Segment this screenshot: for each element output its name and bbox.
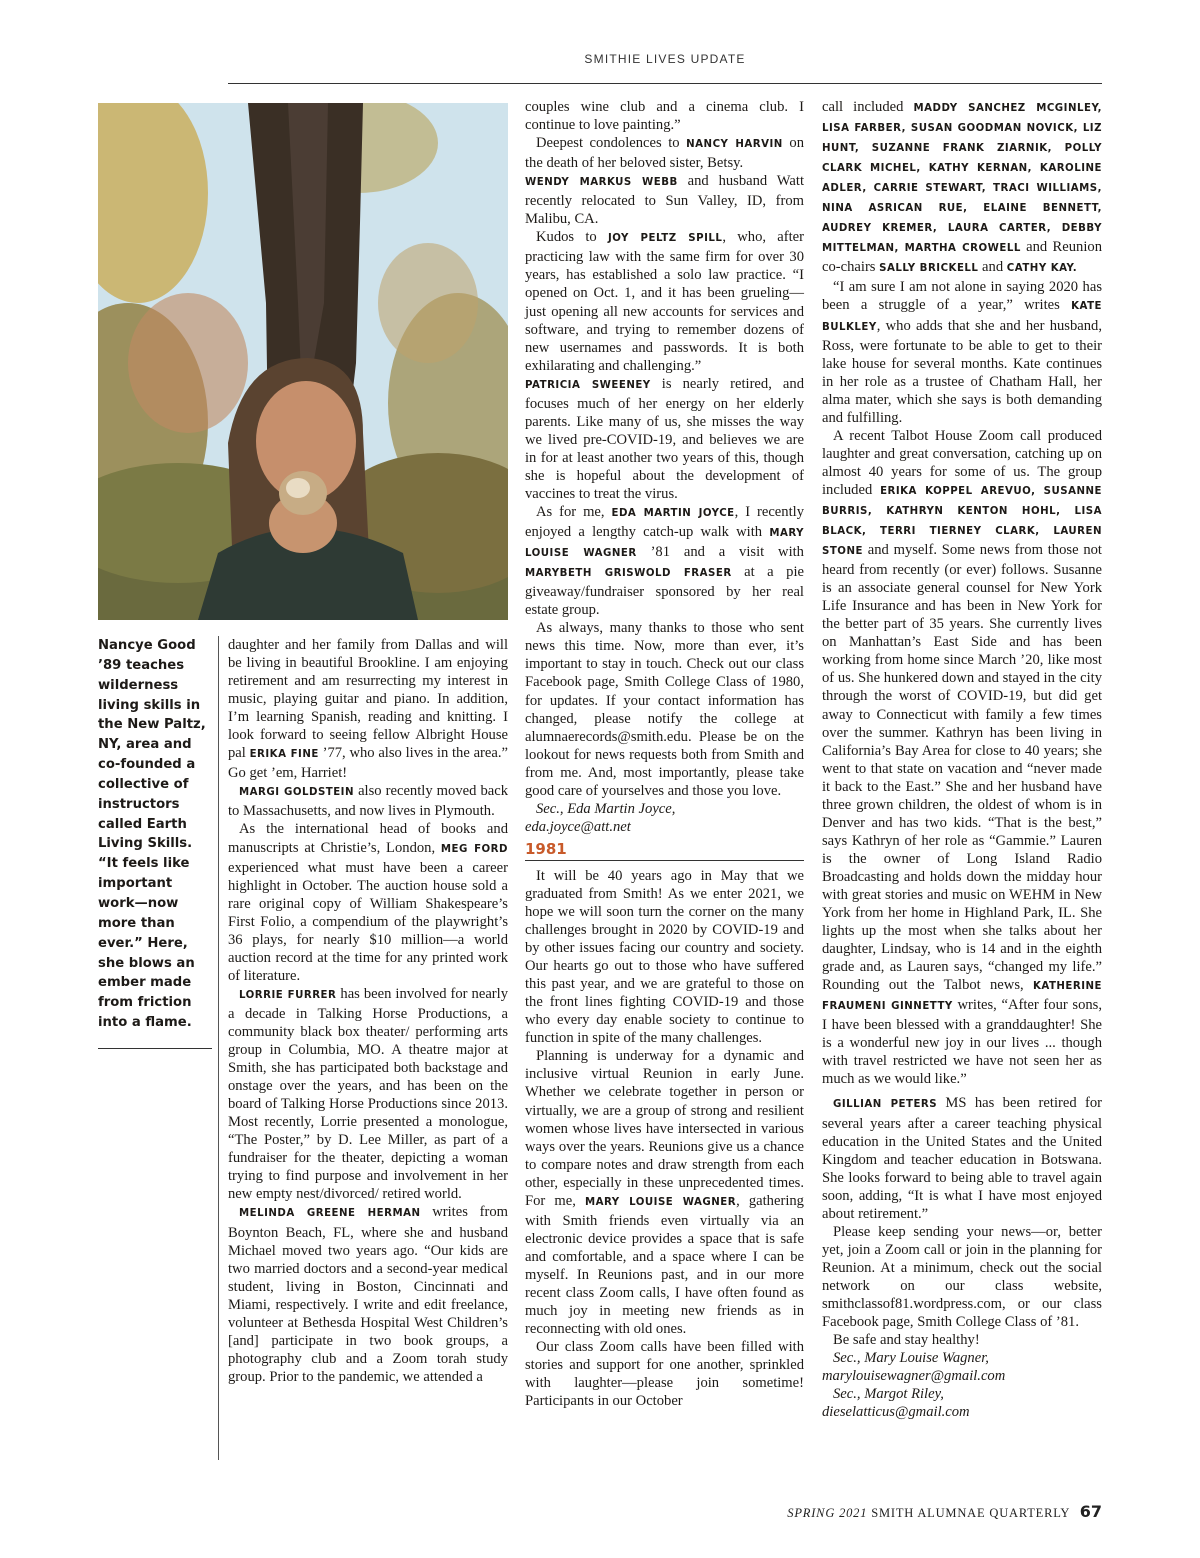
classmate-name: MADDY SANCHEZ MCGINLEY, LISA FARBER, SUSAN GOODMAN NOVICK, LIZ HUNT, SUZANNE FRANK ZIARNIK, POLLY CLARK MICHEL, KATHY KERNAN, KAROLINE ADLER, CARRIE STEWART, TRACI WILLIAMS, NINA ASRICAN RUE, ELAINE BENNETT, AUDREY KREMER, LAURA CARTER, DEBBY MITTELMAN, MARTHA CROWELL — [822, 103, 1102, 255]
paragraph: “I am sure I am not alone in saying 2020 has been a struggle of a year,” writes KATE BULKLEY, who adds that she and her husband, Ross, were fortunate to be able to get to their lake house for several months. Kate continues in her role as a trustee of Chatham Hall, her alma mater, which she says is both demanding and fulfilling. — [822, 279, 1102, 426]
paragraph: WENDY MARKUS WEBB and husband Watt recently relocated to Sun Valley, ID, from Malibu, CA. — [525, 173, 804, 228]
classmate-name: KATHERINE FRAUMENI GINNETTY — [822, 981, 1102, 1013]
classmate-name: LORRIE FURRER — [239, 989, 337, 1001]
secretary-email: eda.joyce@att.net — [525, 818, 631, 835]
page-number: 67 — [1079, 1502, 1102, 1521]
paragraph: As the international head of books and manuscripts at Christie’s, London, MEG FORD experienced what must have been a career highlight in October. The auction house sold a rare original copy of William Shakespeare’s First Folio, a compendium of the playwright’s 36 plays, for nearly $10 million—a world auction record at the time for any printed work of literature. — [228, 821, 508, 984]
classmate-name: PATRICIA SWEENEY — [525, 379, 651, 391]
portrait-photo — [98, 103, 508, 620]
page-footer — [760, 1502, 1102, 1521]
issue-season: SPRING 2021 — [787, 1506, 868, 1520]
paragraph: daughter and her family from Dallas and will be living in beautiful Brookline. I am enjoying retirement and am resurrecting my interest in music, playing guitar and piano. In addition, I’m learning Spanish, reading and knitting. I look forward to seeing fellow Albright House pal ERIKA FINE ’77, who also lives in the area.” Go get ’em, Harriet! — [228, 637, 508, 782]
secretary-signature: Sec., Margot Riley, — [833, 1386, 944, 1403]
classmate-name: WENDY MARKUS WEBB — [525, 177, 678, 189]
classmate-name: SALLY BRICKELL — [879, 263, 979, 275]
class-year-heading: 1981 — [525, 840, 804, 861]
classmate-name: NANCY HARVIN — [686, 139, 783, 151]
classmate-name: JOY PELTZ SPILL — [607, 233, 723, 245]
classmate-name: MARY LOUISE WAGNER — [584, 1196, 737, 1208]
classmate-name: MELINDA GREENE HERMAN — [239, 1208, 421, 1220]
portrait-illustration — [98, 103, 508, 620]
paragraph: LORRIE FURRER has been involved for nearly a decade in Talking Horse Productions, a community black box theater/ performing arts group in Columbia, MO. A theatre major at Smith, she has participated both backstage and onstage over the years, and has been on the board of Talking Horse Productions since 2013. Most recently, Lorrie presented a monologue, “The Poster,” by D. Lee Miller, as part of a fundraiser for the theater, depicting a woman trying to find purpose and involvement in her new empty nest/divorced/ retired world. — [228, 985, 509, 1203]
classmate-name: MARYBETH GRISWOLD FRASER — [525, 568, 732, 580]
paragraph: It will be 40 years ago in May that we graduated from Smith! As we enter 2021, we hope we will soon turn the corner on the many challenges brought in 2020 by COVID-19 and by other issues facing our country and society. Our hearts go out to those who have suffered this past year, and we are grateful to those on the front lines fighting COVID-19 and those who every day enable society to continue to function in spite of the many challenges. — [525, 867, 804, 1047]
classmate-name: KATE BULKLEY — [822, 301, 1102, 333]
secretary-signature: Sec., Eda Martin Joyce, — [536, 800, 676, 817]
header-rule — [228, 83, 1102, 84]
classmate-name: MEG FORD — [440, 843, 508, 855]
publication-name: SMITH ALUMNAE QUARTERLY — [871, 1506, 1070, 1520]
paragraph: As always, many thanks to those who sent news this time. Now, more than ever, it’s important to stay in touch. Check out our class Facebook page, Smith College Class of 1980, for updates. If your contact information has changed, please notify the college at alumnaerecords@smith.edu. Please be on the lookout for news requests both from Smith and from me. And, most importantly, please take good care of yourselves and those you love. — [525, 620, 804, 799]
caption-rule — [98, 1048, 212, 1049]
column-1 — [228, 636, 508, 1386]
paragraph: MELINDA GREENE HERMAN writes from Boynton Beach, FL, where she and husband Michael moved two years ago. “Our kids are two married doctors and a second-year medical student, living in Boston, Cincinnati and Miami, respectively. I write and edit freelance, volunteer at Bethesda Hospital West Children’s [and] participate in two book groups, a photography club and a Zoom torah study group. Prior to the pandemic, we attended a — [228, 1204, 508, 1385]
paragraph: Planning is underway for a dynamic and inclusive virtual Reunion in early June. Whether we celebrate together in person or virtually, we are a group of strong and resilient women whose lives have intersected in various ways over the years. Reunions give us a chance to compare notes and draw strength from each other, especially in these unprecedented times. For me, MARY LOUISE WAGNER, gathering with Smith friends even virtually via an electronic device provides a space that is safe and comfortable, and a space where I can be myself. In Reunions past, and in our more recent class Zoom calls, I have often found as much joy in meeting new friends as in reconnecting with old ones. — [525, 1048, 804, 1338]
classmate-name: ERIKA FINE — [249, 749, 319, 761]
column-2 — [525, 98, 804, 1410]
paragraph: Be safe and stay healthy! — [833, 1332, 980, 1349]
paragraph: couples wine club and a cinema club. I continue to love painting.” — [525, 99, 804, 134]
paragraph: MARGI GOLDSTEIN also recently moved back to Massachusetts, and now lives in Plymouth. — [228, 783, 508, 820]
paragraph: Deepest condolences to NANCY HARVIN on the death of her beloved sister, Betsy. — [525, 135, 804, 172]
column-3 — [822, 98, 1102, 1421]
section-label: SMITHIE LIVES UPDATE — [584, 52, 746, 66]
paragraph: As for me, EDA MARTIN JOYCE, I recently enjoyed a lengthy catch-up walk with MARY LOUISE WAGNER ’81 and a visit with MARYBETH GRISWOLD FRASER at a pie giveaway/fundraiser sponsored by her real estate group. — [525, 504, 804, 619]
paragraph: Kudos to JOY PELTZ SPILL, who, after practicing law with the same firm for over 30 years, has established a solo law practice. “I opened on Oct. 1, and it has been grueling—just opening all new accounts for services and software, and trying to remember dozens of new usernames and passwords. It is both exhilarating and challenging.” — [525, 229, 804, 374]
classmate-name: CATHY KAY. — [1006, 263, 1078, 275]
column-divider — [218, 636, 219, 1460]
classmate-name: ERIKA KOPPEL AREVUO, SUSANNE BURRIS, KATHRYN KENTON HOHL, LISA BLACK, TERRI TIERNEY CLARK, LAUREN STONE — [822, 485, 1102, 558]
secretary-signature: Sec., Mary Louise Wagner, — [833, 1350, 989, 1367]
paragraph: Please keep sending your news—or, better yet, join a Zoom call or join in the planning for Reunion. At a minimum, check out the social network on our class website, smithclassof81.wordpress.com, or our class Facebook page, Smith College Class of ’81. — [822, 1223, 1102, 1331]
paragraph: Our class Zoom calls have been filled with stories and support for one another, sprinkled with laughter—please join sometime! Participants in our October — [525, 1339, 804, 1410]
paragraph: GILLIAN PETERS MS has been retired for several years after a career teaching physical education in the United States and the United Kingdom and teacher education in Botswana. She looks forward to being able to travel again soon, adding, “It is what I have most enjoyed about retirement.” — [822, 1095, 1102, 1222]
classmate-name: MARGI GOLDSTEIN — [239, 787, 355, 799]
paragraph: PATRICIA SWEENEY is nearly retired, and focuses much of her energy on her elderly parents. Like many of us, she misses the way we lived pre-COVID-19, and believes we are in for at least another two years of this, though she is hopeful about the development of vaccines to treat the virus. — [525, 375, 805, 502]
paragraph: call included MADDY SANCHEZ MCGINLEY, LISA FARBER, SUSAN GOODMAN NOVICK, LIZ HUNT, SUZANNE FRANK ZIARNIK, POLLY CLARK MICHEL, KATHY KERNAN, KAROLINE ADLER, CARRIE STEWART, TRACI WILLIAMS, NINA ASRICAN RUE, ELAINE BENNETT, AUDREY KREMER, LAURA CARTER, DEBBY MITTELMAN, MARTHA CROWELL and Reunion co-chairs SALLY BRICKELL and CATHY KAY. — [822, 99, 1102, 276]
classmate-name: EDA MARTIN JOYCE — [611, 508, 735, 520]
classmate-name: GILLIAN PETERS — [833, 1099, 938, 1111]
secretary-email: dieselatticus@gmail.com — [822, 1404, 970, 1421]
classmate-name: MARY LOUISE WAGNER — [525, 528, 804, 560]
photo-caption: Nancye Good ’89 teaches wilderness living skills in the New Paltz, NY, area and co-founded a collective of instructors called Earth Living Skills. “It feels like important work—now more than ever.” Here, she blows an ember made from friction into a flame. — [98, 638, 206, 1031]
paragraph: A recent Talbot House Zoom call produced laughter and great conversation, catching up on almost 40 years for some of us. The group included ERIKA KOPPEL AREVUO, SUSANNE BURRIS, KATHRYN KENTON HOHL, LISA BLACK, TERRI TIERNEY CLARK, LAUREN STONE and myself. Some news from those not heard from recently (or ever) follows. Susanne is an associate general counsel for New York Life Insurance and has been in New York for the better part of 35 years. She currently lives on Manhattan’s East Side and has been working from home since March ’20, like most of us. She hunkered down and stayed in the city through the worst of COVID-19, but did get away to Connecticut with family a few times over the summer. Kathryn has been living in California’s Bay Area for close to 40 years; she went to that state on vacation and “never made it back to the East.” She and her husband have three grown children, the oldest of whom is in Denver and has two kids. “That is the best,” says Kathryn of her role as “Gammie.” Lauren is the owner of Long Island Radio Broadcasting and holds down the midday hour with great stories and music on WEHM in New York from her home in Highland Park, IL. She lights up the most when she talks about her daughter, Lindsay, who is 14 and in the eighth grade and, as Lauren says, “changed my life.” Rounding out the Talbot news, KATHERINE FRAUMENI GINNETTY writes, “After four sons, I have been blessed with a granddaughter! She is a wonderful new joy in our lives ... though with travel restricted we have not seen her as much as we would like.” — [822, 427, 1103, 1088]
secretary-email: marylouisewagner@gmail.com — [822, 1368, 1006, 1385]
